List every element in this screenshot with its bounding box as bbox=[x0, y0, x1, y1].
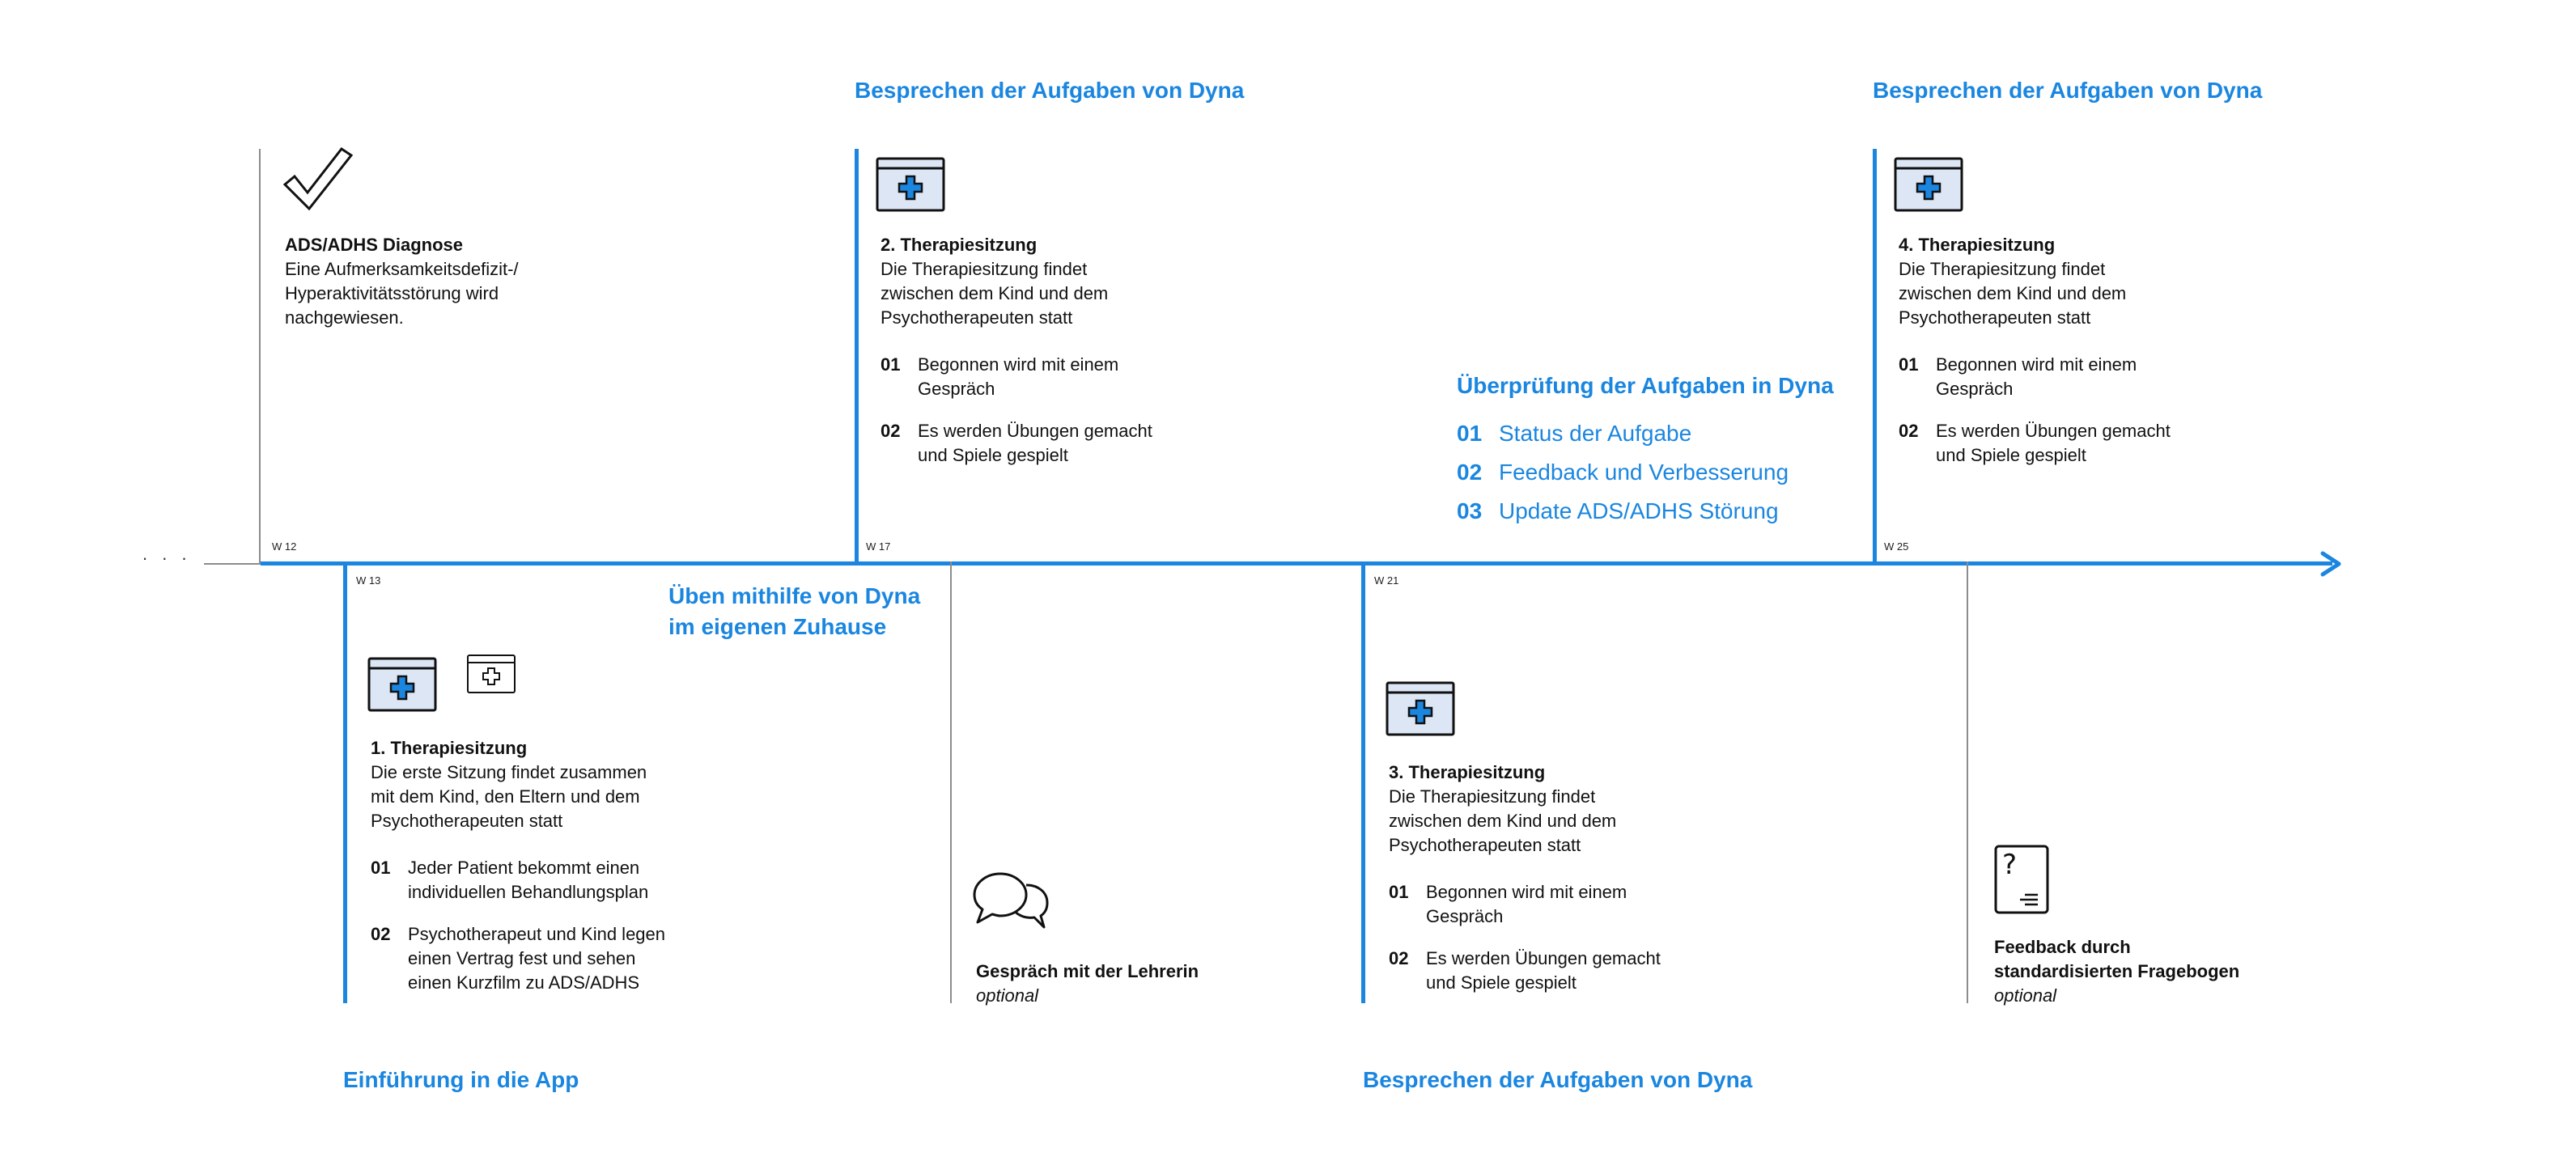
divider-w21 bbox=[1361, 561, 1365, 1003]
step-text: Gespräch bbox=[918, 379, 995, 399]
step-text: Gespräch bbox=[1426, 906, 1504, 926]
card-desc-line: nachgewiesen. bbox=[285, 307, 404, 328]
step-text: einen Kurzfilm zu ADS/ADHS bbox=[408, 972, 640, 993]
card-desc-line: zwischen dem Kind und dem bbox=[1899, 283, 2127, 303]
divider-feedback bbox=[1967, 561, 1968, 1003]
timeline-ellipsis: . . . bbox=[142, 544, 192, 564]
review-item bbox=[1457, 414, 1789, 453]
optional-note: optional bbox=[976, 985, 1039, 1006]
optional-note: optional bbox=[1994, 985, 2057, 1006]
week-label-w12: W 12 bbox=[272, 540, 297, 553]
step-item bbox=[1899, 419, 2171, 468]
card-desc-line: Die Therapiesitzung findet bbox=[1899, 259, 2106, 279]
card-title: 1. Therapiesitzung bbox=[371, 738, 528, 758]
step-number: 02 bbox=[1389, 948, 1409, 968]
card-diagnosis bbox=[285, 233, 519, 330]
step-text: Begonnen wird mit einem bbox=[1426, 882, 1628, 902]
card-desc-line: mit dem Kind, den Eltern und dem bbox=[371, 786, 640, 807]
step-number: 02 bbox=[371, 924, 391, 944]
step-number: 02 bbox=[1899, 421, 1919, 441]
heading-home-practice bbox=[668, 581, 920, 642]
step-number: 01 bbox=[1899, 354, 1919, 375]
review-item-label: Feedback und Verbesserung bbox=[1499, 460, 1789, 485]
card-desc-line: Hyperaktivitätsstörung wird bbox=[285, 283, 499, 303]
divider-w17 bbox=[855, 149, 859, 564]
checkmark-icon bbox=[282, 146, 354, 212]
card-desc-line: Eine Aufmerksamkeitsdefizit-/ bbox=[285, 259, 519, 279]
step-item bbox=[1389, 947, 1661, 995]
step-text: und Spiele gespielt bbox=[1426, 972, 1577, 993]
step-text: Gespräch bbox=[1936, 379, 2014, 399]
week-label-w13: W 13 bbox=[356, 574, 381, 587]
therapy-kit-icon bbox=[876, 157, 945, 212]
svg-text:?: ? bbox=[2002, 849, 2018, 881]
card-desc-line: Psychotherapeuten statt bbox=[881, 307, 1073, 328]
card-desc-line: zwischen dem Kind und dem bbox=[1389, 811, 1617, 831]
step-text: Es werden Übungen gemacht bbox=[1936, 421, 2171, 441]
step-number: 01 bbox=[881, 354, 901, 375]
card-desc-line: Die Therapiesitzung findet bbox=[1389, 786, 1596, 807]
chat-bubbles-icon bbox=[971, 871, 1049, 935]
step-text: Es werden Übungen gemacht bbox=[918, 421, 1152, 441]
card-session-3 bbox=[1389, 760, 1661, 1013]
review-list bbox=[1457, 414, 1789, 531]
review-item-number: 03 bbox=[1457, 498, 1483, 523]
therapy-kit-small-icon bbox=[466, 654, 516, 694]
card-title: 4. Therapiesitzung bbox=[1899, 235, 2056, 255]
divider-w25 bbox=[1873, 149, 1877, 564]
step-text: Jeder Patient bekommt einen bbox=[408, 858, 640, 878]
review-item-label: Status der Aufgabe bbox=[1499, 421, 1692, 446]
therapy-kit-icon bbox=[1894, 157, 1963, 212]
step-item bbox=[371, 922, 665, 995]
therapy-kit-icon bbox=[1386, 681, 1455, 736]
step-item bbox=[1389, 880, 1661, 929]
week-label-w21: W 21 bbox=[1374, 574, 1399, 587]
step-item bbox=[371, 856, 665, 904]
step-number: 01 bbox=[1389, 882, 1409, 902]
heading-bottom-2: Besprechen der Aufgaben von Dyna bbox=[1363, 1067, 1753, 1092]
step-item bbox=[881, 419, 1152, 468]
card-title: Gespräch mit der Lehrerin bbox=[976, 961, 1199, 981]
step-text: Begonnen wird mit einem bbox=[918, 354, 1119, 375]
card-title: 2. Therapiesitzung bbox=[881, 235, 1038, 255]
card-feedback-questionnaire bbox=[1994, 935, 2239, 1008]
step-text: Begonnen wird mit einem bbox=[1936, 354, 2137, 375]
step-text: einen Vertrag fest und sehen bbox=[408, 948, 636, 968]
card-session-2 bbox=[881, 233, 1152, 485]
divider-teacher bbox=[950, 561, 952, 1003]
step-text: Psychotherapeut und Kind legen bbox=[408, 924, 666, 944]
step-text: Es werden Übungen gemacht bbox=[1426, 948, 1661, 968]
card-desc-line: Psychotherapeuten statt bbox=[371, 811, 563, 831]
questionnaire-icon bbox=[1994, 845, 2049, 914]
step-text: individuellen Behandlungsplan bbox=[408, 882, 649, 902]
timeline-axis bbox=[261, 561, 2332, 566]
card-desc-line: Die erste Sitzung findet zusammen bbox=[371, 762, 647, 782]
card-desc-line: Die Therapiesitzung findet bbox=[881, 259, 1088, 279]
step-text: und Spiele gespielt bbox=[1936, 445, 2086, 465]
card-title: standardisierten Fragebogen bbox=[1994, 961, 2240, 981]
step-number: 01 bbox=[371, 858, 391, 878]
card-desc-line: zwischen dem Kind und dem bbox=[881, 283, 1109, 303]
timeline-axis-start bbox=[204, 563, 261, 565]
week-label-w17: W 17 bbox=[866, 540, 891, 553]
therapy-kit-icon bbox=[367, 657, 437, 712]
review-title: Überprüfung der Aufgaben in Dyna bbox=[1457, 373, 1834, 398]
card-title: ADS/ADHS Diagnose bbox=[285, 235, 464, 255]
heading-home-practice-line1: Üben mithilfe von Dyna bbox=[668, 583, 921, 608]
card-session-1 bbox=[371, 736, 665, 1013]
heading-top-1: Besprechen der Aufgaben von Dyna bbox=[855, 78, 1245, 103]
divider-w13 bbox=[343, 561, 347, 1003]
review-item bbox=[1457, 453, 1789, 492]
review-item-number: 02 bbox=[1457, 460, 1483, 485]
heading-bottom-1: Einführung in die App bbox=[343, 1067, 579, 1092]
week-label-w25: W 25 bbox=[1884, 540, 1909, 553]
heading-top-2: Besprechen der Aufgaben von Dyna bbox=[1873, 78, 2263, 103]
review-item bbox=[1457, 492, 1789, 531]
step-number: 02 bbox=[881, 421, 901, 441]
card-session-4 bbox=[1899, 233, 2171, 485]
step-text: und Spiele gespielt bbox=[918, 445, 1068, 465]
card-title: 3. Therapiesitzung bbox=[1389, 762, 1546, 782]
heading-home-practice-line2: im eigenen Zuhause bbox=[668, 614, 887, 639]
divider-w12 bbox=[259, 149, 261, 564]
review-item-label: Update ADS/ADHS Störung bbox=[1499, 498, 1779, 523]
card-desc-line: Psychotherapeuten statt bbox=[1899, 307, 2091, 328]
review-item-number: 01 bbox=[1457, 421, 1483, 446]
card-teacher-conversation bbox=[976, 960, 1199, 1008]
step-item bbox=[881, 353, 1152, 401]
card-desc-line: Psychotherapeuten statt bbox=[1389, 835, 1581, 855]
step-item bbox=[1899, 353, 2171, 401]
card-title: Feedback durch bbox=[1994, 937, 2131, 957]
timeline-arrowhead-icon bbox=[2316, 550, 2345, 578]
